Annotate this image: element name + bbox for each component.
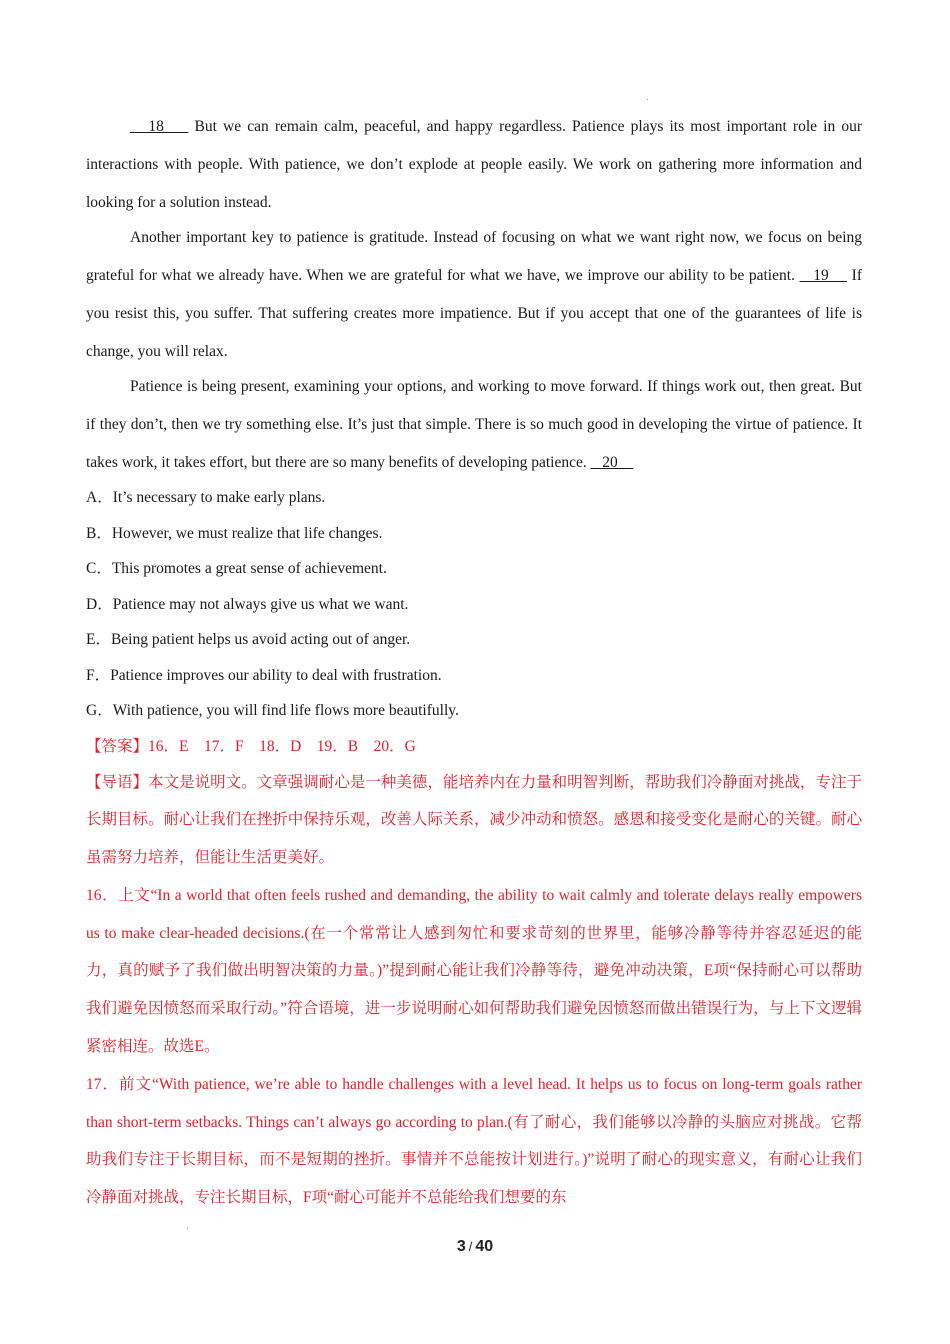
answer-line — [86, 729, 862, 764]
passage-paragraph-2-text-b: If you resist this, you suffer. That suffering creates more impatience. But if you accept that one of the guarantees of life is change, you will relax. — [86, 267, 862, 360]
current-page: 3 — [456, 1238, 466, 1255]
answer-label: 【答案】 — [86, 737, 149, 755]
blank-20: 20 — [590, 454, 634, 471]
page-separator: / — [468, 1239, 473, 1254]
passage-paragraph-3-text: Patience is being present, examining your options, and working to move forward. If things work out, then great. But if they don’t, then we try something else. It’s just that simple. There is so much good in developing the virtue of patience. It takes work, it takes effort, but there are so many benefits of developing patience. — [86, 378, 862, 471]
passage-paragraph-2-text-a: Another important key to patience is gratitude. Instead of focusing on what we want right now, we focus on being grateful for what we already have. When we are grateful for what we have, we improve our ability to be patient. — [86, 229, 862, 284]
page-number — [0, 1238, 950, 1256]
option-b: B．However, we must realize that life changes. — [86, 524, 383, 542]
passage-paragraph-2 — [86, 219, 862, 371]
explanation-17: 17．前文“With patience, we’re able to handle challenges with a level head. It helps us to focus on long-term goals rather than short-term setbacks. Things can’t always go according to plan.(有了耐心，我们能够以冷静的头脑应对挑战。它帮助我们专注于长期目标，而不是短期的挫折。事情并不总能按计划进行。)”说明了耐心的现实意义，有耐心让我们冷静面对挑战，专注长期目标，F项“耐心可能并不总能给我们想要的东 — [86, 1075, 862, 1207]
scan-dot-bottom — [187, 1228, 188, 1229]
explanation-16: 16．上文“In a world that often feels rushed and demanding, the ability to wait calmly and tolerate delays really empowers us to make clear-headed decisions.(在一个常常让人感到匆忙和要求苛刻的世界里，能够冷静等待并容忍延迟的能力，真的赋予了我们做出明智决策的力量。)”提到耐心能让我们冷静等待，避免冲动决策，E项“保持耐心可以帮助我们避免因愤怒而采取行动。”符合语境，进一步说明耐心如何帮助我们避免因愤怒而做出错误行为，与上下文逻辑紧密相连。故选E。 — [86, 886, 862, 1056]
passage-paragraph-3 — [86, 368, 862, 482]
option-c: C．This promotes a great sense of achievement. — [86, 560, 387, 577]
document-page — [86, 108, 862, 1217]
passage-paragraph-1-text: But we can remain calm, peaceful, and happy regardless. Patience plays its most important role in our interactions with people. With patience, we don’t explode at people easily. We work on gathering more information and looking for a solution instead. — [86, 118, 863, 211]
option-g: G．With patience, you will find life flows more beautifully. — [86, 702, 459, 719]
options-list — [86, 480, 862, 729]
answer-text: 16．E 17．F 18．D 19．B 20．G — [148, 737, 416, 755]
option-d: D．Patience may not always give us what we want. — [86, 595, 409, 613]
passage-paragraph-1 — [86, 108, 862, 222]
option-a: A．It’s necessary to make early plans. — [86, 489, 326, 506]
option-e: E．Being patient helps us avoid acting out of anger. — [86, 631, 411, 648]
total-pages: 40 — [475, 1238, 494, 1255]
guide-label: 【导语】 — [86, 773, 149, 791]
option-f: F．Patience improves our ability to deal with frustration. — [86, 666, 442, 684]
guide-text: 本文是说明文。文章强调耐心是一种美德，能培养内在力量和明智判断，帮助我们冷静面对挑战，专注于长期目标。耐心让我们在挫折中保持乐观，改善人际关系，减少冲动和愤怒。感恩和接受变化是耐心的关键。耐心虽需努力培养，但能让生活更美好。 — [86, 773, 862, 867]
blank-19: 19 — [799, 267, 848, 284]
guide-paragraph — [86, 764, 862, 877]
scan-dot-top — [647, 99, 648, 100]
blank-18: 18 — [130, 118, 189, 135]
